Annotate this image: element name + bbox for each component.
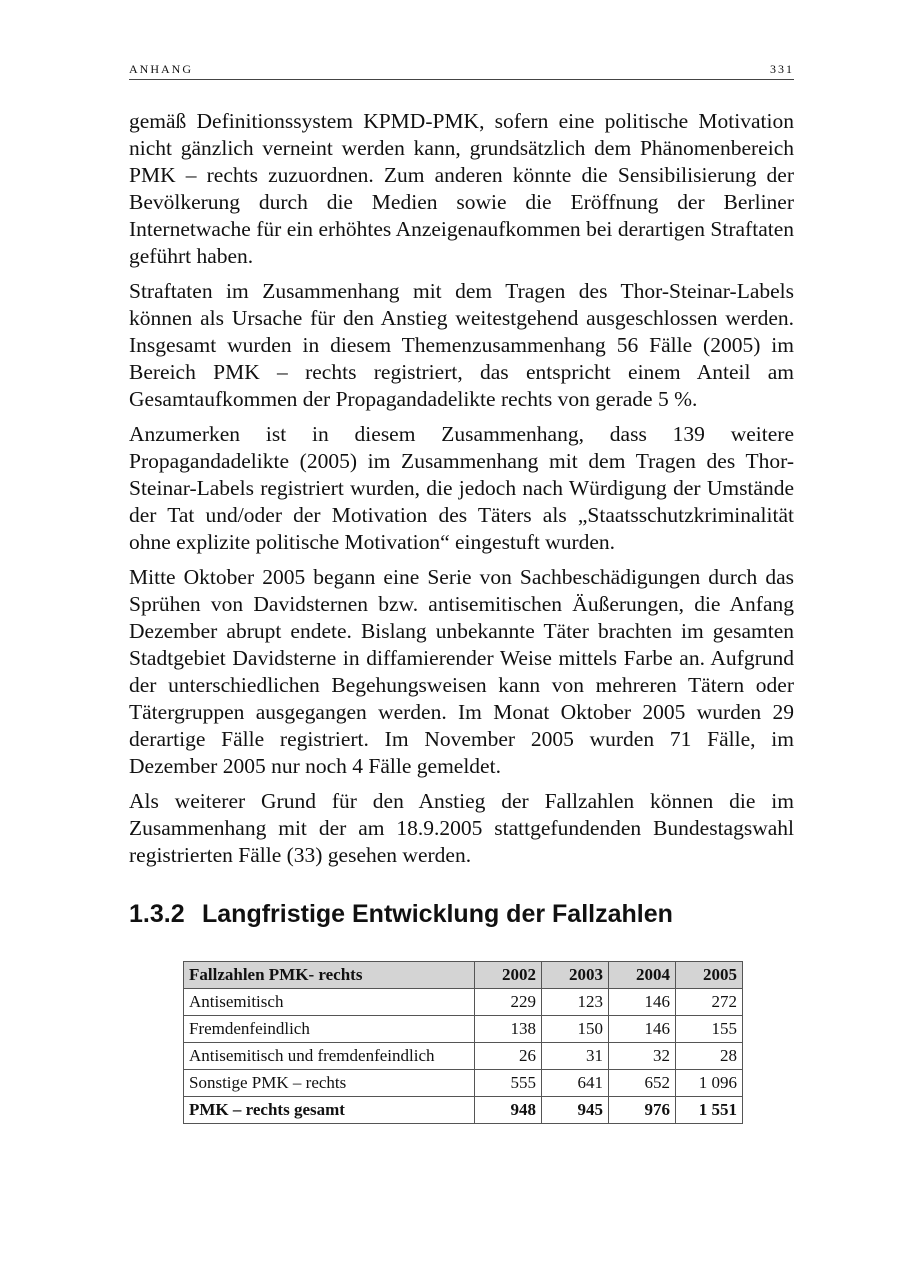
section-number: 1.3.2	[129, 900, 185, 928]
table-cell: 146	[609, 989, 676, 1016]
table-cell: 641	[542, 1070, 609, 1097]
table-header-cell: 2003	[542, 962, 609, 989]
table-cell: 28	[676, 1043, 743, 1070]
table-cell: 555	[475, 1070, 542, 1097]
paragraph: Als weiterer Grund für den Anstieg der Fallzahlen können die im Zusammenhang mit der am 18.9.2005 stattgefundenden Bundestagswahl registrierten Fälle (33) gesehen werden.	[129, 789, 794, 867]
case-numbers-table	[183, 961, 743, 1124]
table-row	[184, 1070, 743, 1097]
table-total-cell: PMK – rechts gesamt	[184, 1097, 475, 1124]
table-cell: 150	[542, 1016, 609, 1043]
table-cell: 155	[676, 1016, 743, 1043]
table-cell: 32	[609, 1043, 676, 1070]
table-header-cell: 2005	[676, 962, 743, 989]
table-cell: 146	[609, 1016, 676, 1043]
table-cell: 272	[676, 989, 743, 1016]
body-text	[129, 108, 794, 877]
table-cell: 138	[475, 1016, 542, 1043]
section-title: Langfristige Entwicklung der Fallzahlen	[202, 900, 673, 928]
table-header-cell: 2002	[475, 962, 542, 989]
table-header-cell: 2004	[609, 962, 676, 989]
table-row	[184, 1043, 743, 1070]
table-cell: Fremdenfeindlich	[184, 1016, 475, 1043]
table-row	[184, 989, 743, 1016]
paragraph: gemäß Definitionssystem KPMD-PMK, sofern eine politische Motivation nicht gänzlich verneint werden kann, grundsätzlich dem Phänomenbereich PMK – rechts zuzuordnen. Zum anderen könnte die Sensibilisierung der Bevölkerung durch die Medien sowie die Eröffnung der Berliner Internetwache für ein erhöhtes Anzeigenaufkommen bei derartigen Straftaten geführt haben.	[129, 109, 794, 268]
table-total-row	[184, 1097, 743, 1124]
table-cell: 229	[475, 989, 542, 1016]
table-cell: 26	[475, 1043, 542, 1070]
page-number: 331	[770, 62, 794, 76]
running-head-title: ANHANG	[129, 62, 193, 76]
table-total-cell: 976	[609, 1097, 676, 1124]
section-heading	[129, 900, 794, 929]
table-cell: Antisemitisch	[184, 989, 475, 1016]
table-total-cell: 945	[542, 1097, 609, 1124]
table-row	[184, 1016, 743, 1043]
table-total-cell: 1 551	[676, 1097, 743, 1124]
table-header-cell: Fallzahlen PMK- rechts	[184, 962, 475, 989]
table-header-row	[184, 962, 743, 989]
table-total-cell: 948	[475, 1097, 542, 1124]
paragraph: Mitte Oktober 2005 begann eine Serie von Sachbeschädigungen durch das Sprühen von Davidsternen bzw. antisemitischen Äußerungen, die Anfang Dezember abrupt endete. Bislang unbekannte Täter brachten im gesamten Stadtgebiet Davidsterne in diffamierender Weise mittels Farbe an. Aufgrund der unterschiedlichen Begehungsweisen kann von mehreren Tätern oder Tätergruppen ausgegangen werden. Im Monat Oktober 2005 wurden 29 derartige Fälle registriert. Im November 2005 wurden 71 Fälle, im Dezember 2005 nur noch 4 Fälle gemeldet.	[129, 565, 794, 778]
table-cell: 31	[542, 1043, 609, 1070]
paragraph: Anzumerken ist in diesem Zusammenhang, dass 139 weitere Propagandadelikte (2005) im Zusammenhang mit dem Tragen des Thor-Steinar-Labels registriert wurden, die jedoch nach Würdigung der Umstände der Tat und/oder der Motivation des Täters als „Staatsschutzkriminalität ohne explizite politische Motivation“ eingestuft wurden.	[129, 422, 794, 554]
table-cell: 123	[542, 989, 609, 1016]
running-head	[129, 62, 794, 80]
paragraph: Straftaten im Zusammenhang mit dem Tragen des Thor-Steinar-Labels können als Ursache für den Anstieg weitestgehend ausgeschlossen werden. Insgesamt wurden in diesem Themenzusammenhang 56 Fälle (2005) im Bereich PMK – rechts registriert, das entspricht einem Anteil am Gesamtaufkommen der Propagandadelikte rechts von gerade 5 %.	[129, 279, 794, 411]
table-cell: Sonstige PMK – rechts	[184, 1070, 475, 1097]
table-cell: Antisemitisch und fremdenfeindlich	[184, 1043, 475, 1070]
table-cell: 1 096	[676, 1070, 743, 1097]
table-cell: 652	[609, 1070, 676, 1097]
